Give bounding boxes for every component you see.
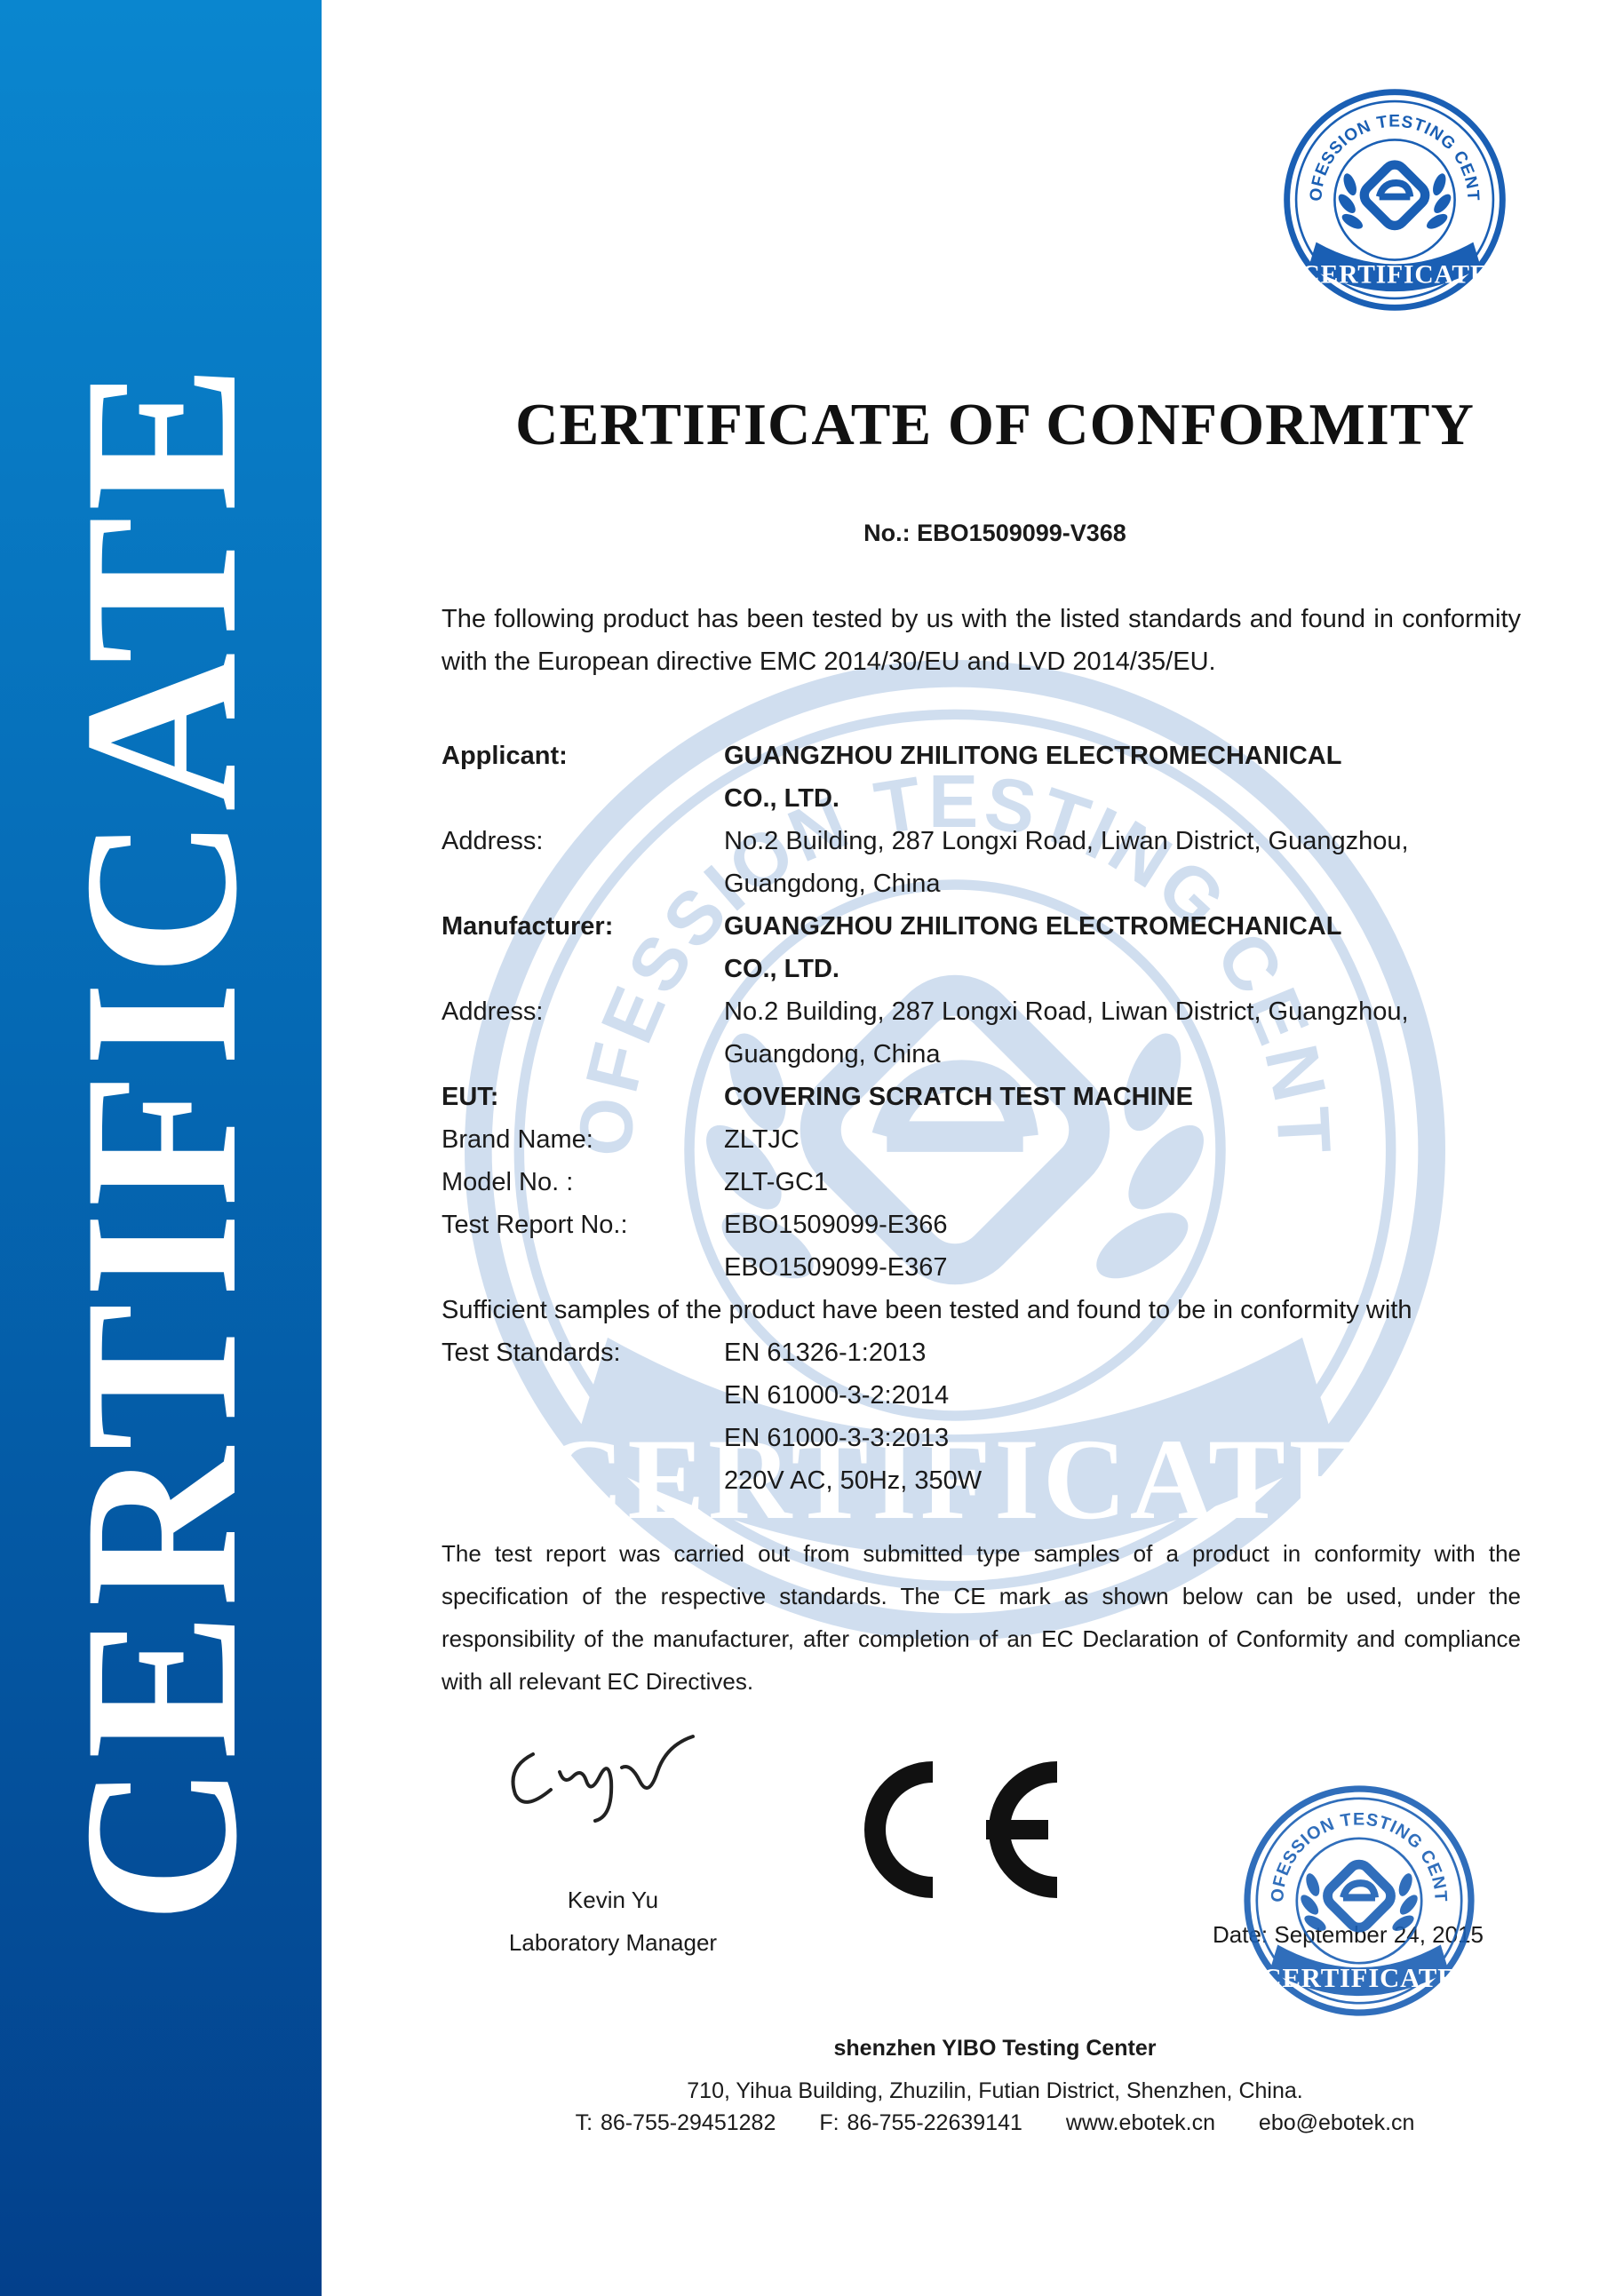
signatory-block [444,1879,782,1964]
manufacturer-value: GUANGZHOU ZHILITONG ELECTROMECHANICAL [724,912,1342,941]
report-value-2: EBO1509099-E367 [724,1253,948,1282]
signatory-name: Kevin Yu [567,1887,659,1913]
applicant-label: Applicant: [442,742,568,770]
applicant-value-2: CO., LTD. [724,784,839,813]
address-value-2: Guangdong, China [724,1040,941,1069]
ce-mark-icon [826,1754,1075,1905]
standards-label: Test Standards: [442,1339,621,1367]
sufficient-text: Sufficient samples of the product have been tested and found to be in conformity with [442,1296,1412,1324]
address-value: No.2 Building, 287 Longxi Road, Liwan District, Guangzhou, [724,827,1409,855]
footer-email: ebo@ebotek.cn [1258,2110,1415,2135]
address-label: Address: [442,997,544,1026]
standard-value: EN 61326-1:2013 [724,1339,927,1367]
eut-value: COVERING SCRATCH TEST MACHINE [724,1083,1193,1111]
brand-value: ZLTJC [724,1125,800,1154]
report-value: EBO1509099-E366 [724,1211,948,1239]
sufficient-row [442,1289,1521,1331]
issue-date: Date: September 24, 2015 [1213,1921,1484,1948]
address-label: Address: [442,827,544,855]
side-banner [0,0,322,2296]
eut-label: EUT: [442,1083,499,1111]
footer-address: 710, Yihua Building, Zhuzilin, Futian District, Shenzhen, China. [687,2078,1303,2103]
address-value: No.2 Building, 287 Longxi Road, Liwan District, Guangzhou, [724,997,1409,1026]
model-value: ZLT-GC1 [724,1168,829,1196]
footer-org: shenzhen YIBO Testing Center [833,2036,1157,2061]
certificate-number: No.: EBO1509099-V368 [863,520,1126,546]
signatory-title: Laboratory Manager [508,1929,718,1956]
manufacturer-label: Manufacturer: [442,912,614,941]
brand-label: Brand Name: [442,1125,593,1154]
certificate-seal-icon [1279,84,1510,315]
address-value-2: Guangdong, China [724,870,941,898]
manufacturer-value-2: CO., LTD. [724,955,839,983]
footer-contacts [444,2110,1546,2136]
applicant-value: GUANGZHOU ZHILITONG ELECTROMECHANICAL [724,742,1342,770]
standard-value-3: EN 61000-3-3:2013 [724,1424,950,1452]
standard-value-2: EN 61000-3-2:2014 [724,1381,950,1410]
closing-paragraph: The test report was carried out from submitted type samples of a product in conformity with the specification of the respective standards. The CE mark as shown below can be used, under the responsibility of the manufacturer, after completion of an EC Declaration of Conformity and compliance with all relevant EC Directives. [442,1540,1521,1695]
side-banner-word: CERTIFICATE [38,359,282,1924]
page-title: CERTIFICATE OF CONFORMITY [515,392,1475,457]
footer-tel: T: 86-755-29451282 [575,2110,776,2135]
footer-fax: F: 86-755-22639141 [819,2110,1022,2135]
footer-web: www.ebotek.cn [1065,2110,1215,2135]
rating-value: 220V AC, 50Hz, 350W [724,1466,983,1495]
report-label: Test Report No.: [442,1211,628,1239]
stamp-seal-icon [1239,1781,1479,2021]
signature-icon [497,1719,728,1825]
intro-paragraph: The following product has been tested by us with the listed standards and found in conformity with the European directive EMC 2014/30/EU and LVD 2014/35/EU. [442,605,1521,676]
model-label: Model No. : [442,1168,574,1196]
